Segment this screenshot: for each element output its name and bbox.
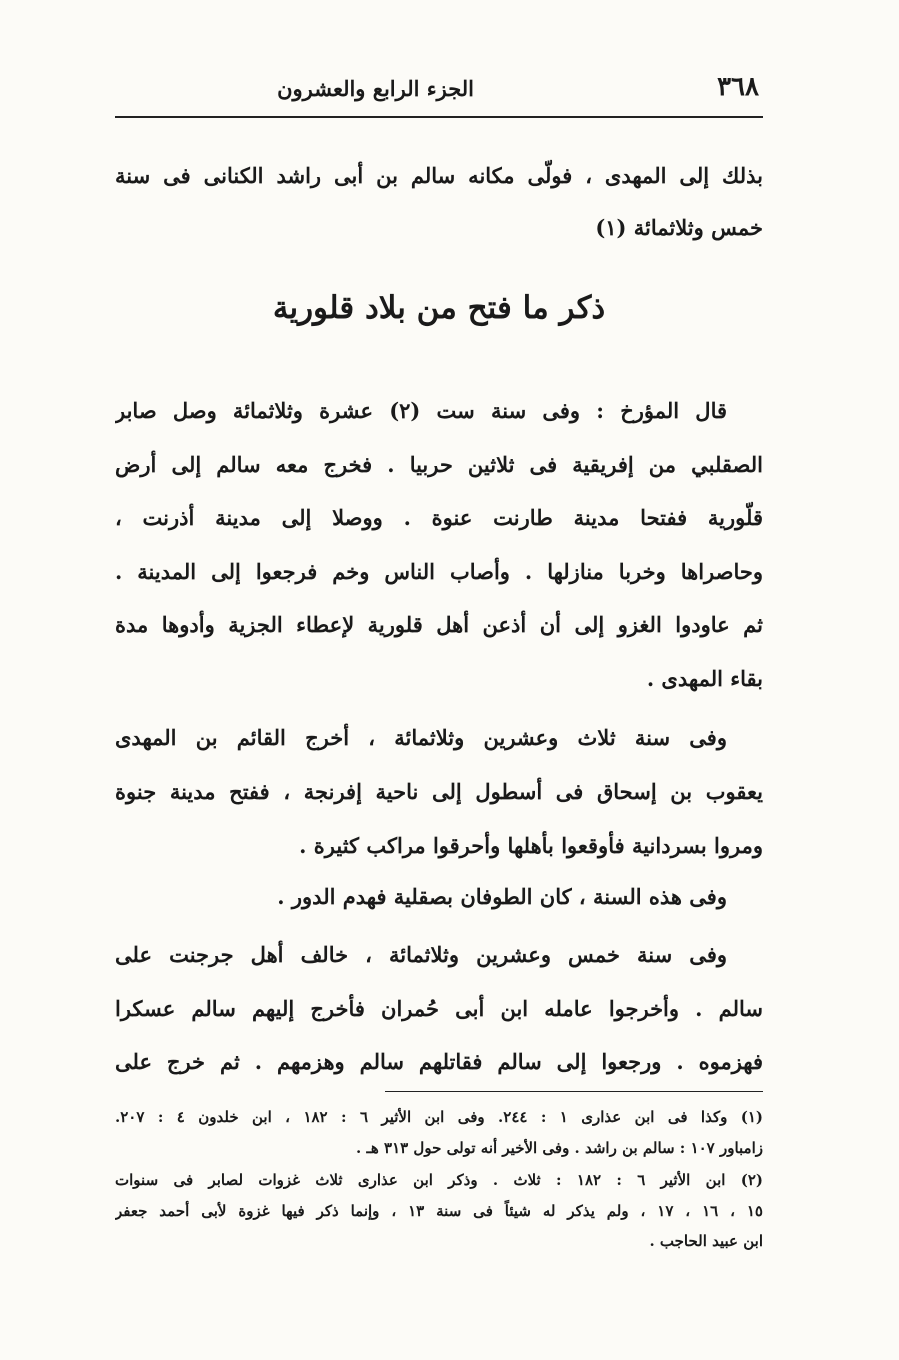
running-title: الجزء الرابع والعشرون <box>277 76 474 101</box>
text-line: قلّورية ففتحا مدينة طارنت عنوة . ووصلا إلى مدينة أذرنت ، <box>115 505 763 530</box>
footnote-rule <box>385 1091 763 1092</box>
footnote-2 <box>115 1165 763 1257</box>
footnotes <box>115 1102 763 1257</box>
text-line: قال المؤرخ : وفى سنة ست (٢) عشرة وثلاثمائة وصل صابر <box>115 398 728 423</box>
footnote-line: ١٥ ، ١٦ ، ١٧ ، ولم يذكر له شيئاً فى سنة ١٣ ، وإنما ذكر فيها غزوة لأبى أحمد جعفر <box>115 1201 763 1220</box>
paragraph-1 <box>115 384 763 705</box>
footnote-line: ابن عبيد الحاجب . <box>649 1232 763 1250</box>
footnote-line: زامباور ١٠٧ : سالم بن راشد . وفى الأخير أنه تولى حول ٣١٣ هـ . <box>356 1138 763 1157</box>
carryover-paragraph <box>115 150 763 254</box>
text-line: ومروا بسردانية فأوقعوا بأهلها وأحرقوا مراكب كثيرة . <box>299 833 763 858</box>
text-line: وحاصراها وخربا منازلها . وأصاب الناس وخم فرجعوا إلى المدينة . <box>115 558 763 584</box>
text-line: سالم . وأخرجوا عامله ابن أبى حُمران فأخرج إليهم سالم عسكرا <box>115 995 763 1021</box>
text-line: بقاء المهدى . <box>646 665 763 691</box>
footnote-line: (١) وكذا فى ابن عذارى ١ : ٢٤٤. وفى ابن الأثير ٦ : ١٨٢ ، ابن خلدون ٤ : ٢٠٧. <box>115 1108 763 1126</box>
text-line: الصقلبي من إفريقية فى ثلاثين حربيا . فخرج معه سالم إلى أرض <box>115 451 763 477</box>
page-number: ٣٦٨ <box>717 72 759 102</box>
footnote-1 <box>115 1102 763 1163</box>
footnote-line: (٢) ابن الأثير ٦ : ١٨٢ : ثلاث . وذكر ابن عذارى ثلاث غزوات لصابر فى سنوات <box>115 1171 763 1189</box>
header-rule <box>115 116 763 118</box>
text-line: ثم عاودوا الغزو إلى أن أذعن أهل قلورية لإعطاء الجزية وأدوها مدة <box>115 612 763 637</box>
text-line: بذلك إلى المهدى ، فولّى مكانه سالم بن أبى راشد الكنانى فى سنة <box>115 163 763 188</box>
section-heading: ذكر ما فتح من بلاد قلورية <box>272 290 606 326</box>
text-line: وفى سنة خمس وعشرين وثلاثمائة ، خالف أهل جرجنت على <box>115 942 727 967</box>
paragraph-2 <box>115 711 763 873</box>
running-head <box>115 72 759 112</box>
text-line: وفى هذه السنة ، كان الطوفان بصقلية فهدم الدور . <box>277 884 727 909</box>
text-line: خمس وثلاثمائة (١) <box>595 215 763 240</box>
text-line: يعقوب بن إسحاق فى أسطول إلى ناحية إفرنجة ، ففتح مدينة جنوة <box>115 779 763 804</box>
paragraph-4 <box>115 928 763 1089</box>
text-line: فهزموه . ورجعوا إلى سالم فقاتلهم سالم وهزمهم . ثم خرج على <box>115 1049 763 1074</box>
paragraph-3 <box>115 870 763 924</box>
text-line: وفى سنة ثلاث وعشرين وثلاثمائة ، أخرج القائم بن المهدى <box>115 725 727 750</box>
